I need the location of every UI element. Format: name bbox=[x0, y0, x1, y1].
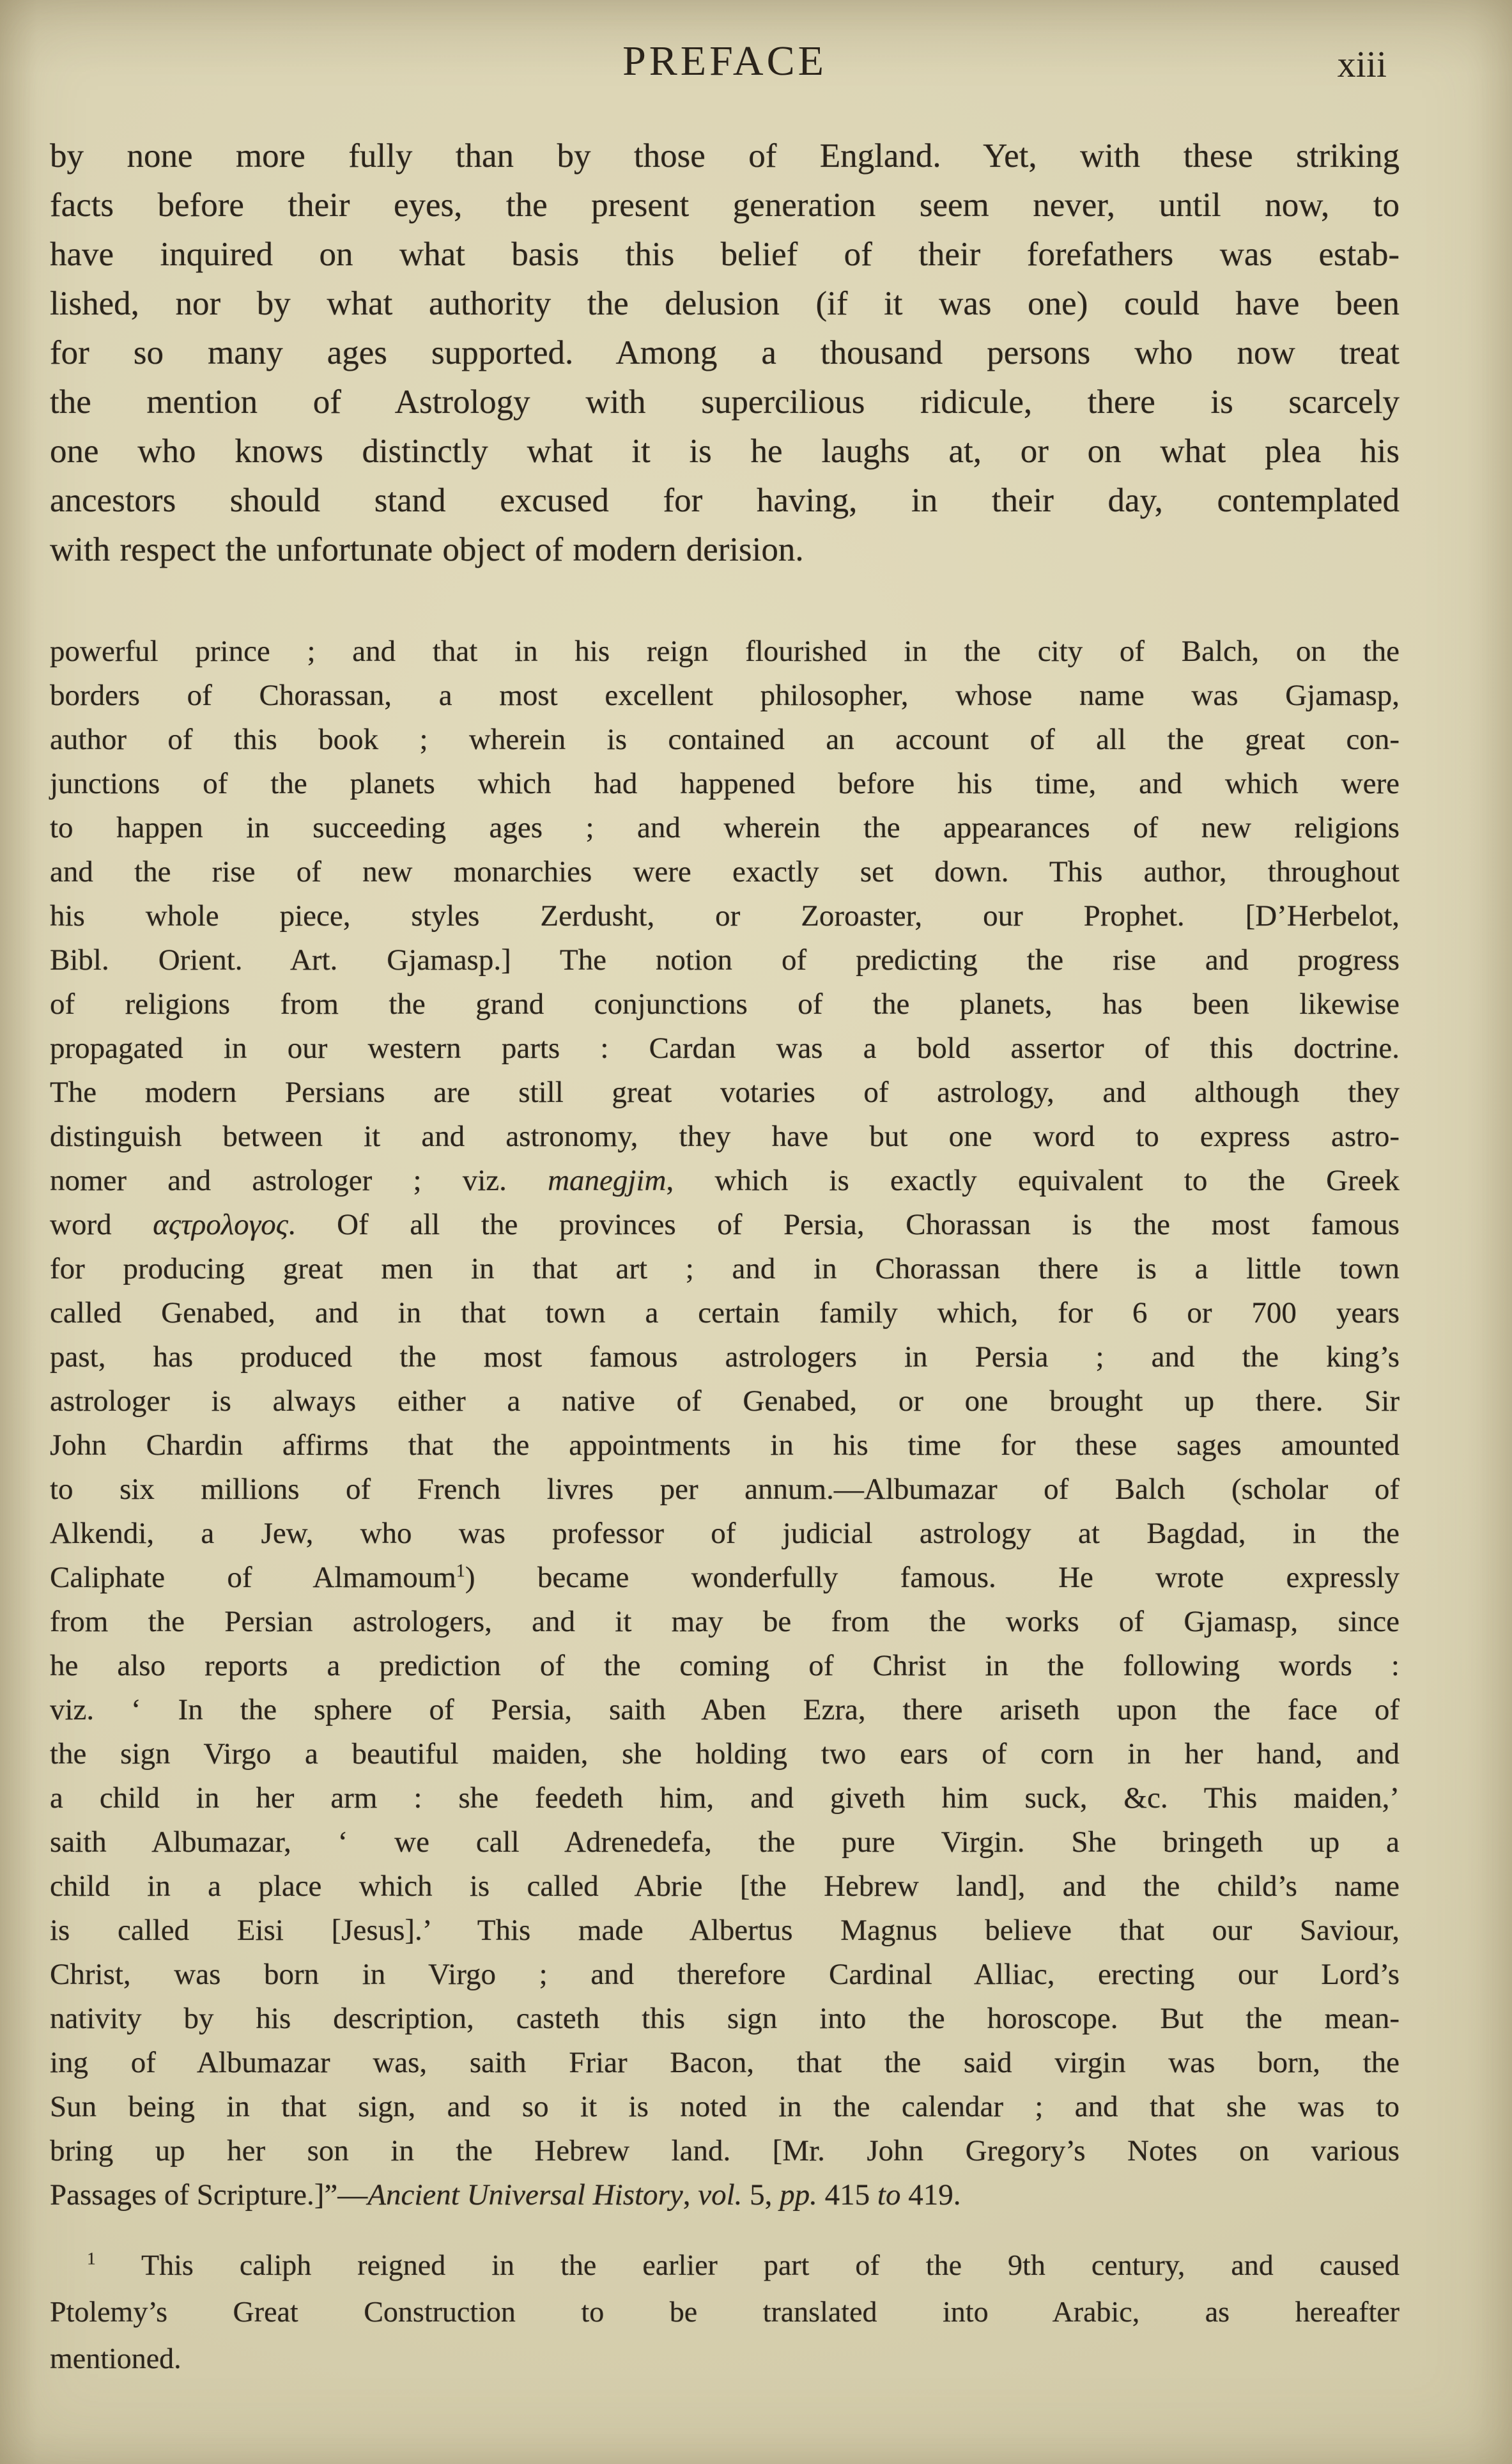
text-segment: bring up her son in the Hebrew land. [Mr. John Gregory’s Notes on various bbox=[50, 2134, 1400, 2167]
text-segment: 1 bbox=[87, 2248, 96, 2268]
text-segment: 1 bbox=[456, 1561, 465, 1581]
text-segment: from the Persian astrologers, and it may be from the works of Gjamasp, since bbox=[50, 1605, 1400, 1638]
text-line bbox=[50, 2335, 1400, 2382]
text-line bbox=[50, 2041, 1400, 2085]
text-line bbox=[50, 329, 1400, 378]
paragraph-opening bbox=[50, 132, 1400, 575]
text-line bbox=[50, 1203, 1400, 1247]
text-line bbox=[50, 181, 1400, 230]
text-line bbox=[50, 2242, 1400, 2288]
text-line bbox=[50, 1379, 1400, 1423]
text-segment: manegjim bbox=[548, 1164, 667, 1197]
text-line bbox=[50, 1335, 1400, 1379]
text-segment: to six millions of French livres per annum.—Albumazar of Balch (scholar of bbox=[50, 1473, 1400, 1506]
text-segment: 419. bbox=[900, 2178, 961, 2212]
text-segment: he also reports a prediction of the coming of Christ in the following words : bbox=[50, 1649, 1400, 1682]
text-segment: This caliph reigned in the earlier part of the 9th century, and caused bbox=[95, 2249, 1400, 2281]
text-segment: the sign Virgo a beautiful maiden, she holding two ears of corn in her hand, and bbox=[50, 1737, 1400, 1771]
running-title: PREFACE bbox=[622, 38, 827, 84]
text-segment: Alkendi, a Jew, who was professor of judicial astrology at Bagdad, in the bbox=[50, 1517, 1400, 1550]
text-segment: ing of Albumazar was, saith Friar Bacon, that the said virgin was born, the bbox=[50, 2046, 1400, 2079]
text-segment: vol. bbox=[698, 2178, 743, 2212]
text-segment: past, has produced the most famous astrologers in Persia ; and the king’s bbox=[50, 1340, 1400, 1374]
text-segment: to bbox=[877, 2178, 901, 2212]
text-line bbox=[50, 427, 1400, 476]
text-segment: to happen in succeeding ages ; and wherein the appearances of new religions bbox=[50, 811, 1400, 844]
text-line bbox=[50, 1997, 1400, 2041]
text-segment: The modern Persians are still great votaries of astrology, and although they bbox=[50, 1076, 1400, 1109]
text-segment: Caliphate of Almamoum bbox=[50, 1561, 456, 1594]
text-line bbox=[50, 850, 1400, 894]
text-segment: child in a place which is called Abrie [the Hebrew land], and the child’s name bbox=[50, 1870, 1400, 1903]
text-segment: his whole piece, styles Zerdusht, or Zoroaster, our Prophet. [D’Herbelot, bbox=[50, 899, 1400, 933]
text-line bbox=[50, 718, 1400, 762]
text-segment: junctions of the planets which had happened before his time, and which were bbox=[50, 767, 1400, 800]
text-segment: 415 bbox=[817, 2178, 877, 2212]
text-segment: a child in her arm : she feedeth him, and giveth him suck, &c. This maiden,’ bbox=[50, 1781, 1400, 1815]
text-column bbox=[50, 0, 1400, 2382]
text-segment: word bbox=[50, 1208, 153, 1241]
text-segment: αςτρολογος bbox=[153, 1208, 288, 1241]
text-segment: astrologer is always either a native of Genabed, or one brought up there. Sir bbox=[50, 1384, 1400, 1418]
text-segment: nomer and astrologer ; viz. bbox=[50, 1164, 548, 1197]
text-segment: , which is exactly equivalent to the Greek bbox=[666, 1164, 1400, 1197]
text-segment: , bbox=[683, 2178, 698, 2212]
text-line bbox=[50, 132, 1400, 181]
text-line bbox=[50, 1027, 1400, 1071]
text-segment: propagated in our western parts : Cardan was a bold assertor of this doctrine. bbox=[50, 1032, 1400, 1065]
text-line bbox=[50, 2129, 1400, 2173]
text-line bbox=[50, 279, 1400, 329]
text-segment: borders of Chorassan, a most excellent philosopher, whose name was Gjamasp, bbox=[50, 679, 1400, 712]
text-segment: Ptolemy’s Great Construction to be translated into Arabic, as hereafter bbox=[50, 2295, 1400, 2328]
text-line bbox=[50, 1423, 1400, 1468]
text-line bbox=[50, 630, 1400, 674]
text-segment: Christ, was born in Virgo ; and therefore Cardinal Alliac, erecting our Lord’s bbox=[50, 1958, 1400, 1991]
paragraph-quoted-extract bbox=[50, 630, 1400, 2217]
text-segment: lished, nor by what authority the delusion (if it was one) could have been bbox=[50, 285, 1400, 322]
text-line bbox=[50, 1864, 1400, 1909]
text-segment: John Chardin affirms that the appointments in his time for these sages amounted bbox=[50, 1429, 1400, 1462]
text-line bbox=[50, 1071, 1400, 1115]
text-segment: pp. bbox=[780, 2178, 817, 2212]
text-segment: have inquired on what basis this belief of their forefathers was estab- bbox=[50, 236, 1400, 273]
text-segment: mentioned. bbox=[50, 2342, 181, 2375]
text-line bbox=[50, 762, 1400, 806]
text-segment: Sun being in that sign, and so it is noted in the calendar ; and that she was to bbox=[50, 2090, 1400, 2123]
footnote bbox=[50, 2242, 1400, 2382]
text-line bbox=[50, 674, 1400, 718]
text-line bbox=[50, 1776, 1400, 1820]
text-line bbox=[50, 1468, 1400, 1512]
page-header bbox=[50, 0, 1400, 86]
text-segment: with respect the unfortunate object of modern derision. bbox=[50, 531, 804, 568]
text-line bbox=[50, 1247, 1400, 1291]
text-line bbox=[50, 1291, 1400, 1335]
text-line bbox=[50, 2085, 1400, 2129]
text-segment: and the rise of new monarchies were exactly set down. This author, throughout bbox=[50, 855, 1400, 888]
text-line bbox=[50, 2173, 1400, 2217]
text-line bbox=[50, 1688, 1400, 1732]
text-segment: viz. ‘ In the sphere of Persia, saith Aben Ezra, there ariseth upon the face of bbox=[50, 1693, 1400, 1726]
text-line bbox=[50, 230, 1400, 279]
text-line bbox=[50, 1644, 1400, 1688]
text-segment: the mention of Astrology with supercilious ridicule, there is scarcely bbox=[50, 384, 1400, 421]
text-line bbox=[50, 2288, 1400, 2335]
text-line bbox=[50, 1732, 1400, 1776]
text-segment: . Of all the provinces of Persia, Chorassan is the most famous bbox=[288, 1208, 1400, 1241]
text-line bbox=[50, 476, 1400, 525]
text-line bbox=[50, 894, 1400, 938]
text-line bbox=[50, 1115, 1400, 1159]
text-line bbox=[50, 525, 1400, 575]
text-segment: by none more fully than by those of England. Yet, with these striking bbox=[50, 137, 1400, 174]
text-segment: ancestors should stand excused for having, in their day, contemplated bbox=[50, 482, 1400, 519]
text-segment: powerful prince ; and that in his reign flourished in the city of Balch, on the bbox=[50, 635, 1400, 668]
text-segment: for so many ages supported. Among a thousand persons who now treat bbox=[50, 334, 1400, 371]
text-segment: saith Albumazar, ‘ we call Adrenedefa, the pure Virgin. She bringeth up a bbox=[50, 1825, 1400, 1859]
text-segment: called Genabed, and in that town a certain family which, for 6 or 700 years bbox=[50, 1296, 1400, 1329]
text-line bbox=[50, 1909, 1400, 1953]
text-segment: Passages of Scripture.]”— bbox=[50, 2178, 368, 2212]
text-line bbox=[50, 1512, 1400, 1556]
text-segment: facts before their eyes, the present generation seem never, until now, to bbox=[50, 187, 1400, 224]
text-segment: Ancient Universal History bbox=[367, 2178, 683, 2212]
text-line bbox=[50, 1953, 1400, 1997]
text-segment: one who knows distinctly what it is he laughs at, or on what plea his bbox=[50, 433, 1400, 470]
text-line bbox=[50, 806, 1400, 850]
text-segment: distinguish between it and astronomy, they have but one word to express astro- bbox=[50, 1120, 1400, 1153]
text-line bbox=[50, 378, 1400, 427]
page-number: xiii bbox=[1337, 43, 1387, 85]
text-line bbox=[50, 982, 1400, 1027]
text-segment: Bibl. Orient. Art. Gjamasp.] The notion of predicting the rise and progress bbox=[50, 943, 1400, 977]
text-segment: is called Eisi [Jesus].’ This made Albertus Magnus believe that our Saviour, bbox=[50, 1914, 1400, 1947]
text-line bbox=[50, 938, 1400, 982]
text-line bbox=[50, 1600, 1400, 1644]
text-line bbox=[50, 1159, 1400, 1203]
text-segment: for producing great men in that art ; and in Chorassan there is a little town bbox=[50, 1252, 1400, 1285]
text-segment: 5, bbox=[742, 2178, 780, 2212]
text-segment: nativity by his description, casteth this sign into the horoscope. But the mean- bbox=[50, 2002, 1400, 2035]
text-line bbox=[50, 1556, 1400, 1600]
text-line bbox=[50, 1820, 1400, 1864]
text-segment: ) became wonderfully famous. He wrote expressly bbox=[465, 1561, 1400, 1594]
text-segment: of religions from the grand conjunctions of the planets, has been likewise bbox=[50, 988, 1400, 1021]
text-segment: author of this book ; wherein is contained an account of all the great con- bbox=[50, 723, 1400, 756]
